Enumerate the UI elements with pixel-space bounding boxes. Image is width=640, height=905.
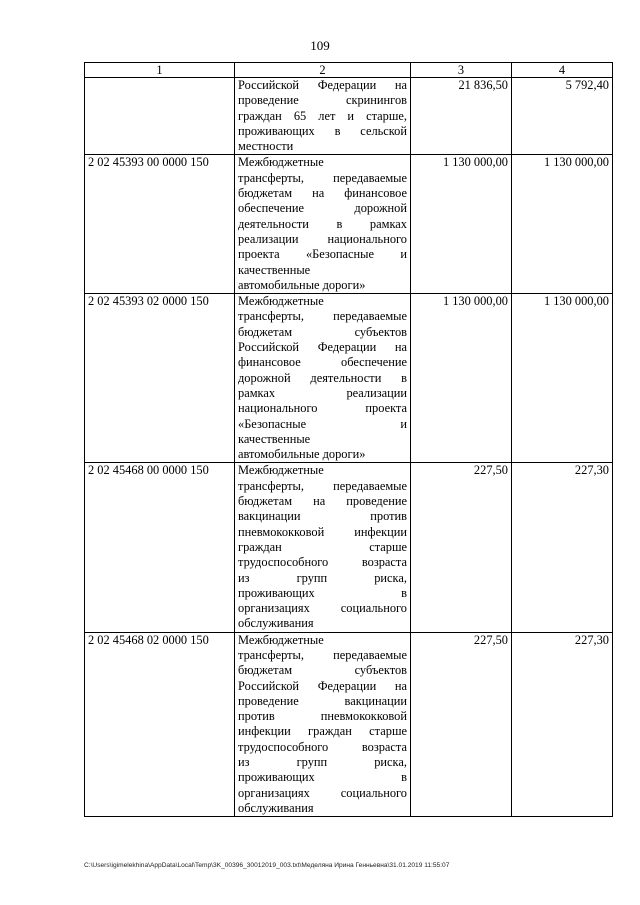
table-header-row bbox=[85, 63, 613, 78]
description-line: Межбюджетные bbox=[238, 155, 324, 170]
row-description bbox=[235, 463, 411, 632]
description-line: трансферты, передаваемые bbox=[238, 309, 407, 324]
row-value-col3: 21 836,50 bbox=[411, 78, 512, 155]
description-line: «Безопасные и bbox=[238, 416, 407, 431]
description-line: обслуживания bbox=[238, 616, 314, 631]
table-row bbox=[85, 155, 613, 294]
description-line: из групп риска, bbox=[238, 755, 407, 770]
description-line: бюджетам на финансовое bbox=[238, 186, 407, 201]
footer-file-path: C:\Users\igimelekhina\AppData\Local\Temp\3K_00396_30012019_003.txt\Меделяна Ирина Генньевна\31.01.2019 11:55:07 bbox=[84, 862, 450, 869]
row-value-col3: 1 130 000,00 bbox=[411, 294, 512, 463]
description-line: обслуживания bbox=[238, 800, 314, 815]
row-value-col4: 227,30 bbox=[512, 463, 613, 632]
row-description bbox=[235, 155, 411, 294]
description-line: качественные bbox=[238, 431, 311, 446]
row-value-col3: 227,50 bbox=[411, 463, 512, 632]
description-line: бюджетам субъектов bbox=[238, 324, 407, 339]
column-header-4: 4 bbox=[512, 63, 613, 78]
column-header-1: 1 bbox=[85, 63, 235, 78]
row-code: 2 02 45468 02 0000 150 bbox=[85, 632, 235, 817]
description-line: организациях социального bbox=[238, 601, 407, 616]
description-line: проживающих в bbox=[238, 585, 407, 600]
description-line: дорожной деятельности в bbox=[238, 370, 407, 385]
description-line: пневмококковой инфекции bbox=[238, 524, 407, 539]
page-number: 109 bbox=[310, 38, 330, 53]
description-line: Межбюджетные bbox=[238, 632, 324, 647]
table-row bbox=[85, 294, 613, 463]
table-row bbox=[85, 78, 613, 155]
budget-table bbox=[84, 62, 613, 817]
description-line: проживающих в bbox=[238, 770, 407, 785]
description-line: финансовое обеспечение bbox=[238, 355, 407, 370]
description-line: реализации национального bbox=[238, 231, 407, 246]
description-line: граждан старше bbox=[238, 539, 407, 554]
description-line: проекта «Безопасные и bbox=[238, 247, 407, 262]
description-line: трансферты, передаваемые bbox=[238, 647, 407, 662]
row-value-col4: 1 130 000,00 bbox=[512, 294, 613, 463]
description-line: организациях социального bbox=[238, 785, 407, 800]
description-line: проведение вакцинации bbox=[238, 693, 407, 708]
description-line: Российской Федерации на bbox=[238, 678, 407, 693]
description-line: местности bbox=[238, 139, 294, 154]
description-line: трудоспособного возраста bbox=[238, 739, 407, 754]
description-line: бюджетам субъектов bbox=[238, 663, 407, 678]
description-line: против пневмококковой bbox=[238, 709, 407, 724]
description-line: граждан 65 лет и старше, bbox=[238, 108, 407, 123]
description-line: проживающих в сельской bbox=[238, 123, 407, 138]
description-line: инфекции граждан старше bbox=[238, 724, 407, 739]
description-line: трансферты, передаваемые bbox=[238, 478, 407, 493]
row-value-col3: 1 130 000,00 bbox=[411, 155, 512, 294]
description-line: автомобильные дороги» bbox=[238, 277, 366, 292]
description-line: трудоспособного возраста bbox=[238, 555, 407, 570]
table-row bbox=[85, 632, 613, 817]
description-line: деятельности в рамках bbox=[238, 216, 407, 231]
column-header-2: 2 bbox=[235, 63, 411, 78]
description-line: рамках реализации bbox=[238, 385, 407, 400]
description-line: национального проекта bbox=[238, 401, 407, 416]
table-row bbox=[85, 463, 613, 632]
row-code bbox=[85, 78, 235, 155]
row-code: 2 02 45393 02 0000 150 bbox=[85, 294, 235, 463]
row-value-col4: 227,30 bbox=[512, 632, 613, 817]
row-description bbox=[235, 78, 411, 155]
row-description bbox=[235, 632, 411, 817]
description-line: бюджетам на проведение bbox=[238, 494, 407, 509]
description-line: обеспечение дорожной bbox=[238, 201, 407, 216]
description-line: из групп риска, bbox=[238, 570, 407, 585]
description-line: Российской Федерации на bbox=[238, 78, 407, 92]
description-line: Межбюджетные bbox=[238, 463, 324, 478]
description-line: проведение скринингов bbox=[238, 93, 407, 108]
row-code: 2 02 45393 00 0000 150 bbox=[85, 155, 235, 294]
description-line: Российской Федерации на bbox=[238, 340, 407, 355]
row-value-col3: 227,50 bbox=[411, 632, 512, 817]
description-line: вакцинации против bbox=[238, 509, 407, 524]
row-value-col4: 1 130 000,00 bbox=[512, 155, 613, 294]
description-line: трансферты, передаваемые bbox=[238, 170, 407, 185]
row-value-col4: 5 792,40 bbox=[512, 78, 613, 155]
description-line: автомобильные дороги» bbox=[238, 447, 366, 462]
row-code: 2 02 45468 00 0000 150 bbox=[85, 463, 235, 632]
description-line: качественные bbox=[238, 262, 311, 277]
row-description bbox=[235, 294, 411, 463]
description-line: Межбюджетные bbox=[238, 294, 324, 309]
column-header-3: 3 bbox=[411, 63, 512, 78]
